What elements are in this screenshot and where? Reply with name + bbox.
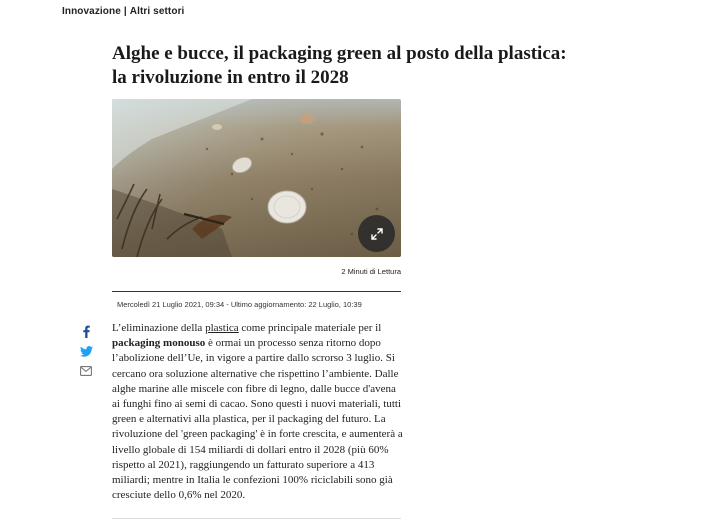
email-share-button[interactable] <box>79 364 93 378</box>
bottom-divider <box>112 518 401 519</box>
breadcrumb <box>62 6 184 17</box>
meta-divider <box>112 291 401 292</box>
body-text-start: L’eliminazione della <box>112 322 206 334</box>
breadcrumb-subsection-link[interactable]: Altri settori <box>129 6 185 17</box>
breadcrumb-section-link[interactable]: Innovazione <box>62 6 121 17</box>
publish-date: Mercoledì 21 Luglio 2021, 09:34 - Ultimo aggiornamento: 22 Luglio, 10:39 <box>117 300 362 309</box>
twitter-icon <box>80 346 93 357</box>
body-bold-packaging: packaging monouso <box>112 337 206 350</box>
article-title: Alghe e bucce, il packaging green al posto della plastica: la rivoluzione in entro il 2028 <box>112 43 567 88</box>
facebook-icon <box>81 325 91 338</box>
plastica-link[interactable]: plastica <box>205 322 239 334</box>
read-time: 2 Minuti di Lettura <box>341 267 401 276</box>
expand-image-button[interactable] <box>358 215 395 252</box>
body-text-rest: è ormai un processo senza ritorno dopo l’abolizione dell’Ue, in vigore a partire dallo scrorso 3 luglio. Si cercano ora soluzione alternative che rispettino l’ambiente. Dalle alghe marine alle miscele con fibre di legno, dalle bucce d'avena ai funghi fino ai semi di cacao. Sono questi i nuovi materiali, tutti green e alternativi alla plastica, per il packaging del futuro. La rivoluzione del 'green packaging' è in forte crescita, e aumenterà a livello globale di 154 miliardi di dollari entro il 2028 (più 60% rispetto al 2021), raggiungendo un fatturato superiore a 413 miliardi; mentre in Italia le confezioni 100% riciclabili sono già cresciute dello 0,6% nel 2020. <box>112 337 403 502</box>
article-body <box>112 321 405 503</box>
twitter-share-button[interactable] <box>79 344 93 358</box>
breadcrumb-separator: | <box>123 6 127 17</box>
body-text-mid: come principale materiale per il <box>238 322 382 334</box>
expand-icon <box>370 227 384 241</box>
facebook-share-button[interactable] <box>79 324 93 338</box>
share-bar <box>79 324 93 384</box>
email-icon <box>80 366 92 376</box>
